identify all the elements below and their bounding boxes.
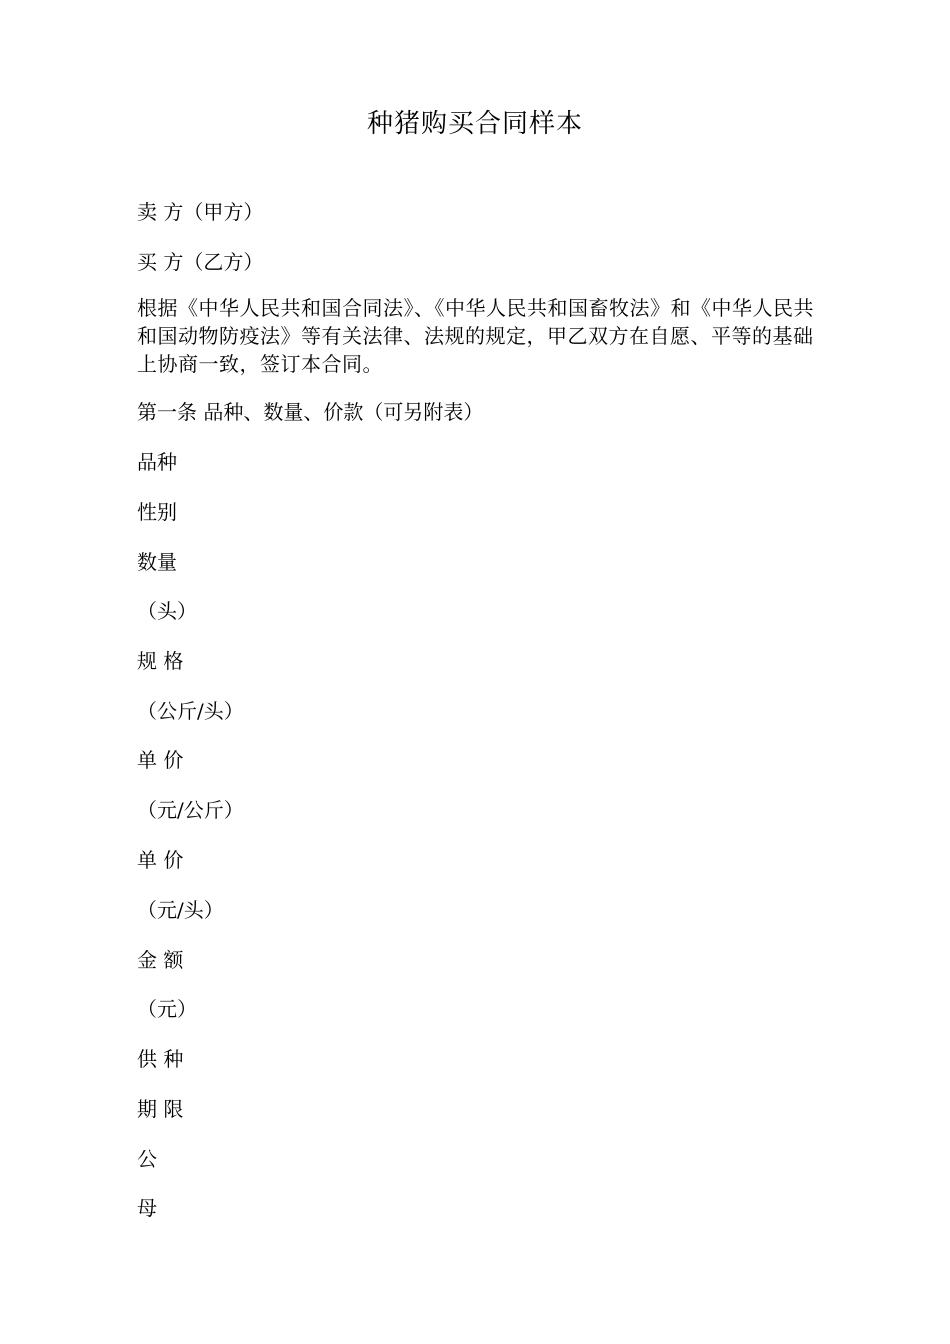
field-unit-price: 单 价 xyxy=(137,748,184,772)
document-title: 种猪购买合同样本 xyxy=(366,109,583,139)
field-spec-unit: （公斤/头） xyxy=(137,699,244,723)
field-quantity-unit: （头） xyxy=(137,599,197,623)
buyer-line: 买 方（乙方） xyxy=(137,250,264,274)
field-amount: 金 额 xyxy=(137,948,184,972)
field-unit-price-head: （元/头） xyxy=(137,898,224,922)
seller-line: 卖 方（甲方） xyxy=(137,200,264,224)
field-female: 母 xyxy=(137,1196,157,1220)
field-spec: 规 格 xyxy=(137,649,184,673)
intro-paragraph: 根据《中华人民共和国合同法》、《中华人民共和国畜牧法》和《中华人民共和国动物防疫法》等有关法律、法规的规定，甲乙双方在自愿、平等的基础上协商一致，签订本合同。 xyxy=(137,296,814,376)
field-sex: 性别 xyxy=(137,500,177,524)
field-amount-unit: （元） xyxy=(137,997,197,1021)
article-1-heading: 第一条 品种、数量、价款（可另附表） xyxy=(137,400,484,424)
field-supply: 供 种 xyxy=(137,1047,184,1071)
field-quantity: 数量 xyxy=(137,550,177,574)
field-period: 期 限 xyxy=(137,1097,184,1121)
field-variety: 品种 xyxy=(137,450,177,474)
field-unit-price-kg: （元/公斤） xyxy=(137,798,244,822)
field-male: 公 xyxy=(137,1147,157,1171)
field-unit-price-2: 单 价 xyxy=(137,848,184,872)
